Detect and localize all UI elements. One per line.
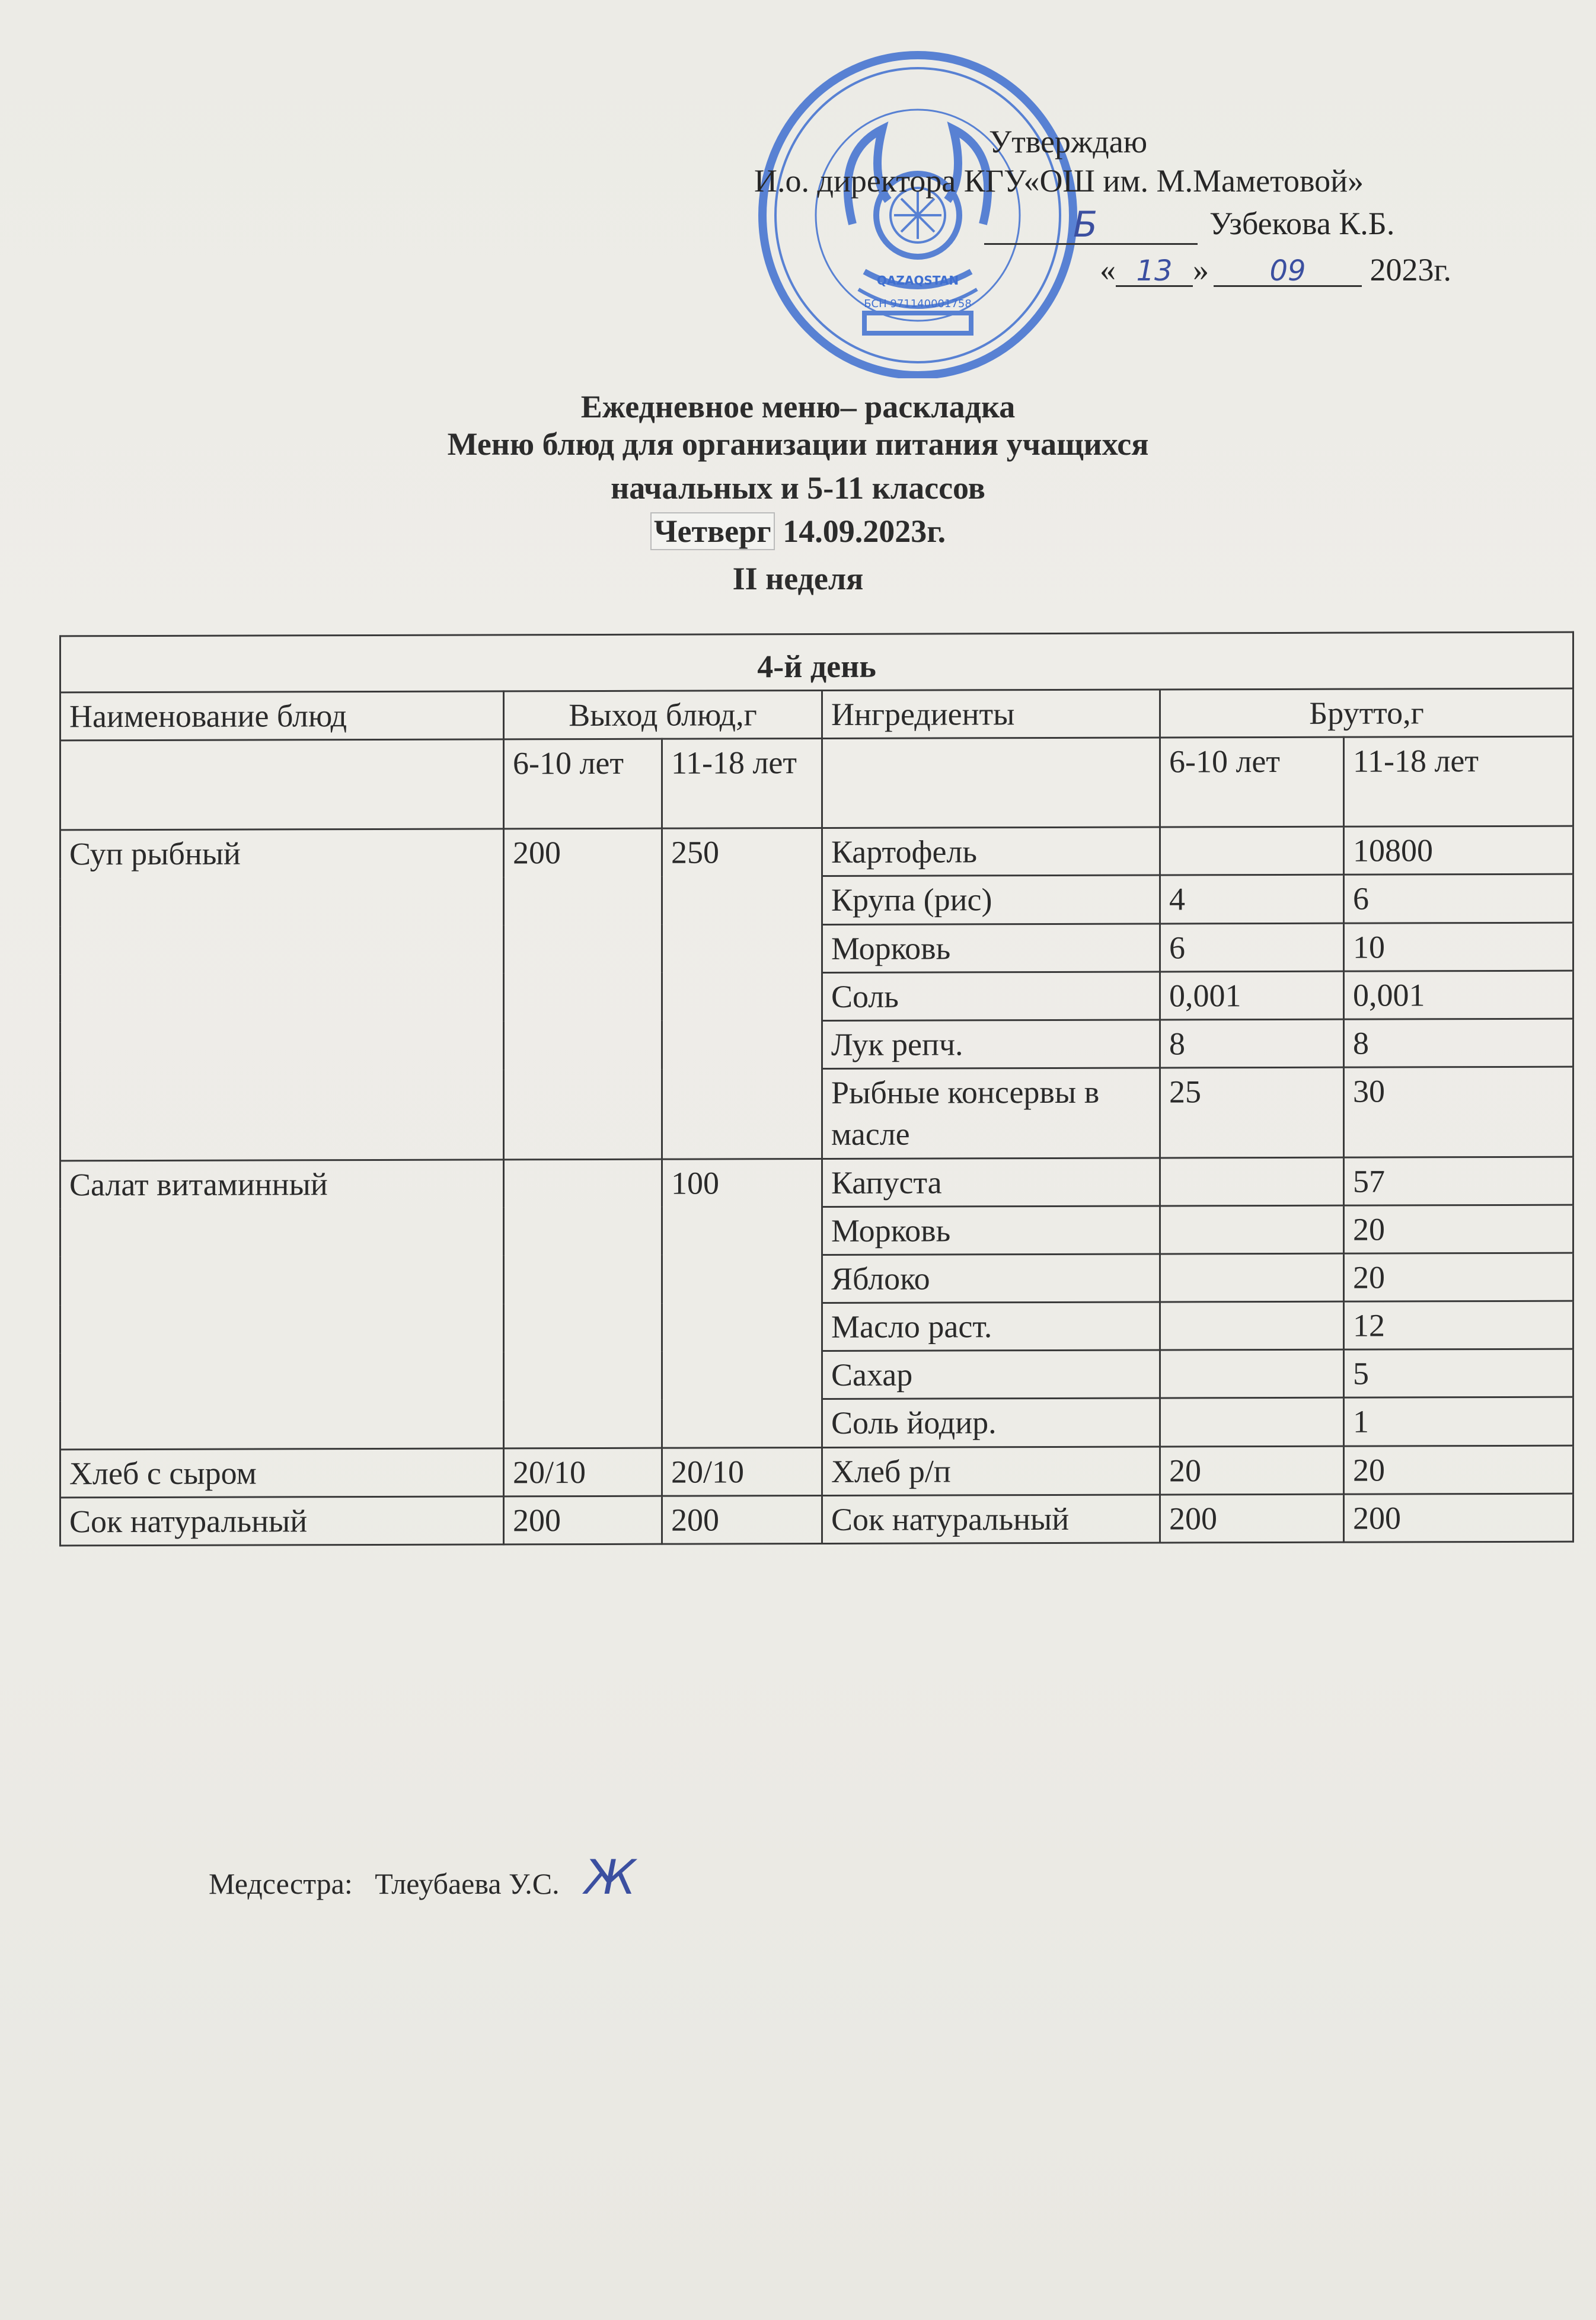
ingredient-name: Лук репч.: [822, 1020, 1160, 1069]
ingredient-name: Крупа (рис): [822, 875, 1160, 924]
ingredient-name: Капуста: [822, 1157, 1160, 1207]
ingredient-gross-young: 200: [1160, 1494, 1344, 1543]
subheader-gross-young: 6-10 лет: [1160, 737, 1344, 827]
director-position: И.о. директора КГУ«ОШ им. М.Маметовой»: [754, 163, 1364, 199]
ingredient-gross-young: 25: [1160, 1067, 1344, 1157]
dish-name: Суп рыбный: [60, 829, 504, 1160]
subheader-gross-old: 11-18 лет: [1344, 736, 1573, 826]
header-row: [60, 688, 1573, 741]
ingredient-name: Соль: [822, 972, 1160, 1021]
dish-yield-young: [504, 1159, 662, 1448]
header-yield: Выход блюд,г: [504, 690, 822, 739]
ingredient-gross-young: 20: [1160, 1446, 1344, 1495]
ingredient-name: Морковь: [822, 1206, 1160, 1255]
dish-name: Салат витаминный: [60, 1159, 504, 1449]
ingredient-gross-old: 1: [1344, 1397, 1573, 1446]
nurse-name: Тлеубаева У.С.: [375, 1867, 560, 1900]
header-dish: Наименование блюд: [60, 691, 504, 741]
date-month: 09: [1214, 257, 1362, 287]
ingredient-gross-old: 5: [1344, 1349, 1573, 1397]
ingredient-gross-young: 8: [1160, 1019, 1344, 1068]
svg-text:БСН 971140001758: БСН 971140001758: [864, 298, 972, 310]
dish-yield-young: 200: [504, 1496, 662, 1544]
dish-yield-old: 250: [662, 828, 822, 1159]
ingredient-gross-young: [1160, 1398, 1344, 1447]
ingredient-name: Яблоко: [822, 1254, 1160, 1303]
title-date-line: [0, 513, 1596, 550]
dish-name: Сок натуральный: [60, 1496, 504, 1546]
ingredient-row: [60, 1157, 1573, 1209]
director-signature-line: [984, 204, 1198, 245]
ingredient-name: Масло раст.: [822, 1302, 1160, 1351]
ingredient-gross-old: 12: [1344, 1301, 1573, 1349]
ingredient-name: Картофель: [822, 827, 1160, 876]
dish-yield-young: 20/10: [504, 1448, 662, 1496]
nurse-signature: Ж: [585, 1850, 636, 1905]
svg-text:QAZAQSTAN: QAZAQSTAN: [876, 273, 959, 288]
ingredient-gross-young: [1160, 826, 1344, 875]
subheader-yield-young: 6-10 лет: [504, 739, 662, 829]
ingredient-name: Сок натуральный: [822, 1495, 1160, 1544]
dish-yield-young: 200: [504, 828, 662, 1159]
ingredient-gross-old: 10800: [1344, 826, 1573, 875]
dish-yield-old: 100: [662, 1159, 822, 1448]
date-label: 14.09.2023г.: [774, 513, 946, 549]
ingredient-gross-old: 200: [1344, 1494, 1573, 1542]
ingredient-gross-old: 20: [1344, 1205, 1573, 1253]
ingredient-gross-young: [1160, 1205, 1344, 1254]
header-gross: Брутто,г: [1160, 688, 1573, 738]
ingredient-gross-young: 4: [1160, 875, 1344, 924]
ingredient-name: Хлеб р/п: [822, 1447, 1160, 1496]
ingredient-gross-young: 6: [1160, 923, 1344, 972]
director-signature: Б: [1073, 204, 1098, 245]
approve-label: Утверждаю: [989, 124, 1148, 159]
dish-yield-old: 200: [662, 1495, 822, 1544]
day-title-row: [60, 632, 1573, 693]
subheader-yield-old: 11-18 лет: [662, 739, 822, 829]
ingredient-row: [60, 1445, 1573, 1498]
ingredient-row: [60, 1494, 1573, 1546]
ingredient-gross-old: 10: [1344, 923, 1573, 971]
ingredient-gross-young: [1160, 1349, 1344, 1398]
week-label: II неделя: [732, 561, 864, 596]
menu-table: [59, 631, 1574, 1547]
subheader-empty: [60, 739, 504, 830]
ingredient-gross-young: [1160, 1301, 1344, 1350]
ingredient-gross-young: 0,001: [1160, 971, 1344, 1020]
ingredient-gross-old: 20: [1344, 1253, 1573, 1301]
dish-yield-old: 20/10: [662, 1447, 822, 1496]
day-title: 4-й день: [60, 632, 1573, 693]
ingredient-gross-old: 0,001: [1344, 971, 1573, 1019]
director-name: Узбекова К.Б.: [1209, 206, 1395, 241]
ingredient-gross-old: 30: [1344, 1067, 1573, 1157]
header-ingredients: Ингредиенты: [822, 690, 1160, 739]
date-year: 2023г.: [1370, 252, 1452, 288]
nurse-signature-block: [209, 1850, 636, 1905]
ingredient-name: Рыбные консервы в масле: [822, 1068, 1160, 1159]
title-line-2: Меню блюд для организации питания учащихся: [447, 426, 1149, 462]
ingredient-name: Соль йодир.: [822, 1398, 1160, 1447]
dish-name: Хлеб с сыром: [60, 1448, 504, 1498]
approval-date: « 13 » 09 2023г.: [1100, 252, 1452, 288]
ingredient-gross-young: [1160, 1157, 1344, 1206]
ingredient-gross-old: 8: [1344, 1019, 1573, 1067]
subheader-ingredients-empty: [822, 738, 1160, 828]
ingredient-gross-old: 20: [1344, 1445, 1573, 1494]
weekday-label: Четверг: [650, 512, 775, 550]
nurse-role: Медсестра:: [209, 1867, 353, 1900]
ingredient-gross-old: 57: [1344, 1157, 1573, 1205]
title-line-3: начальных и 5-11 классов: [611, 470, 985, 506]
ingredient-gross-old: 6: [1344, 875, 1573, 923]
ingredient-name: Сахар: [822, 1350, 1160, 1399]
ingredient-gross-young: [1160, 1253, 1344, 1302]
ingredient-name: Морковь: [822, 924, 1160, 973]
ingredient-row: [60, 826, 1573, 878]
subheader-row: [60, 736, 1573, 830]
title-line-1: Ежедневное меню– раскладка: [580, 389, 1016, 425]
date-day: 13: [1116, 257, 1193, 287]
